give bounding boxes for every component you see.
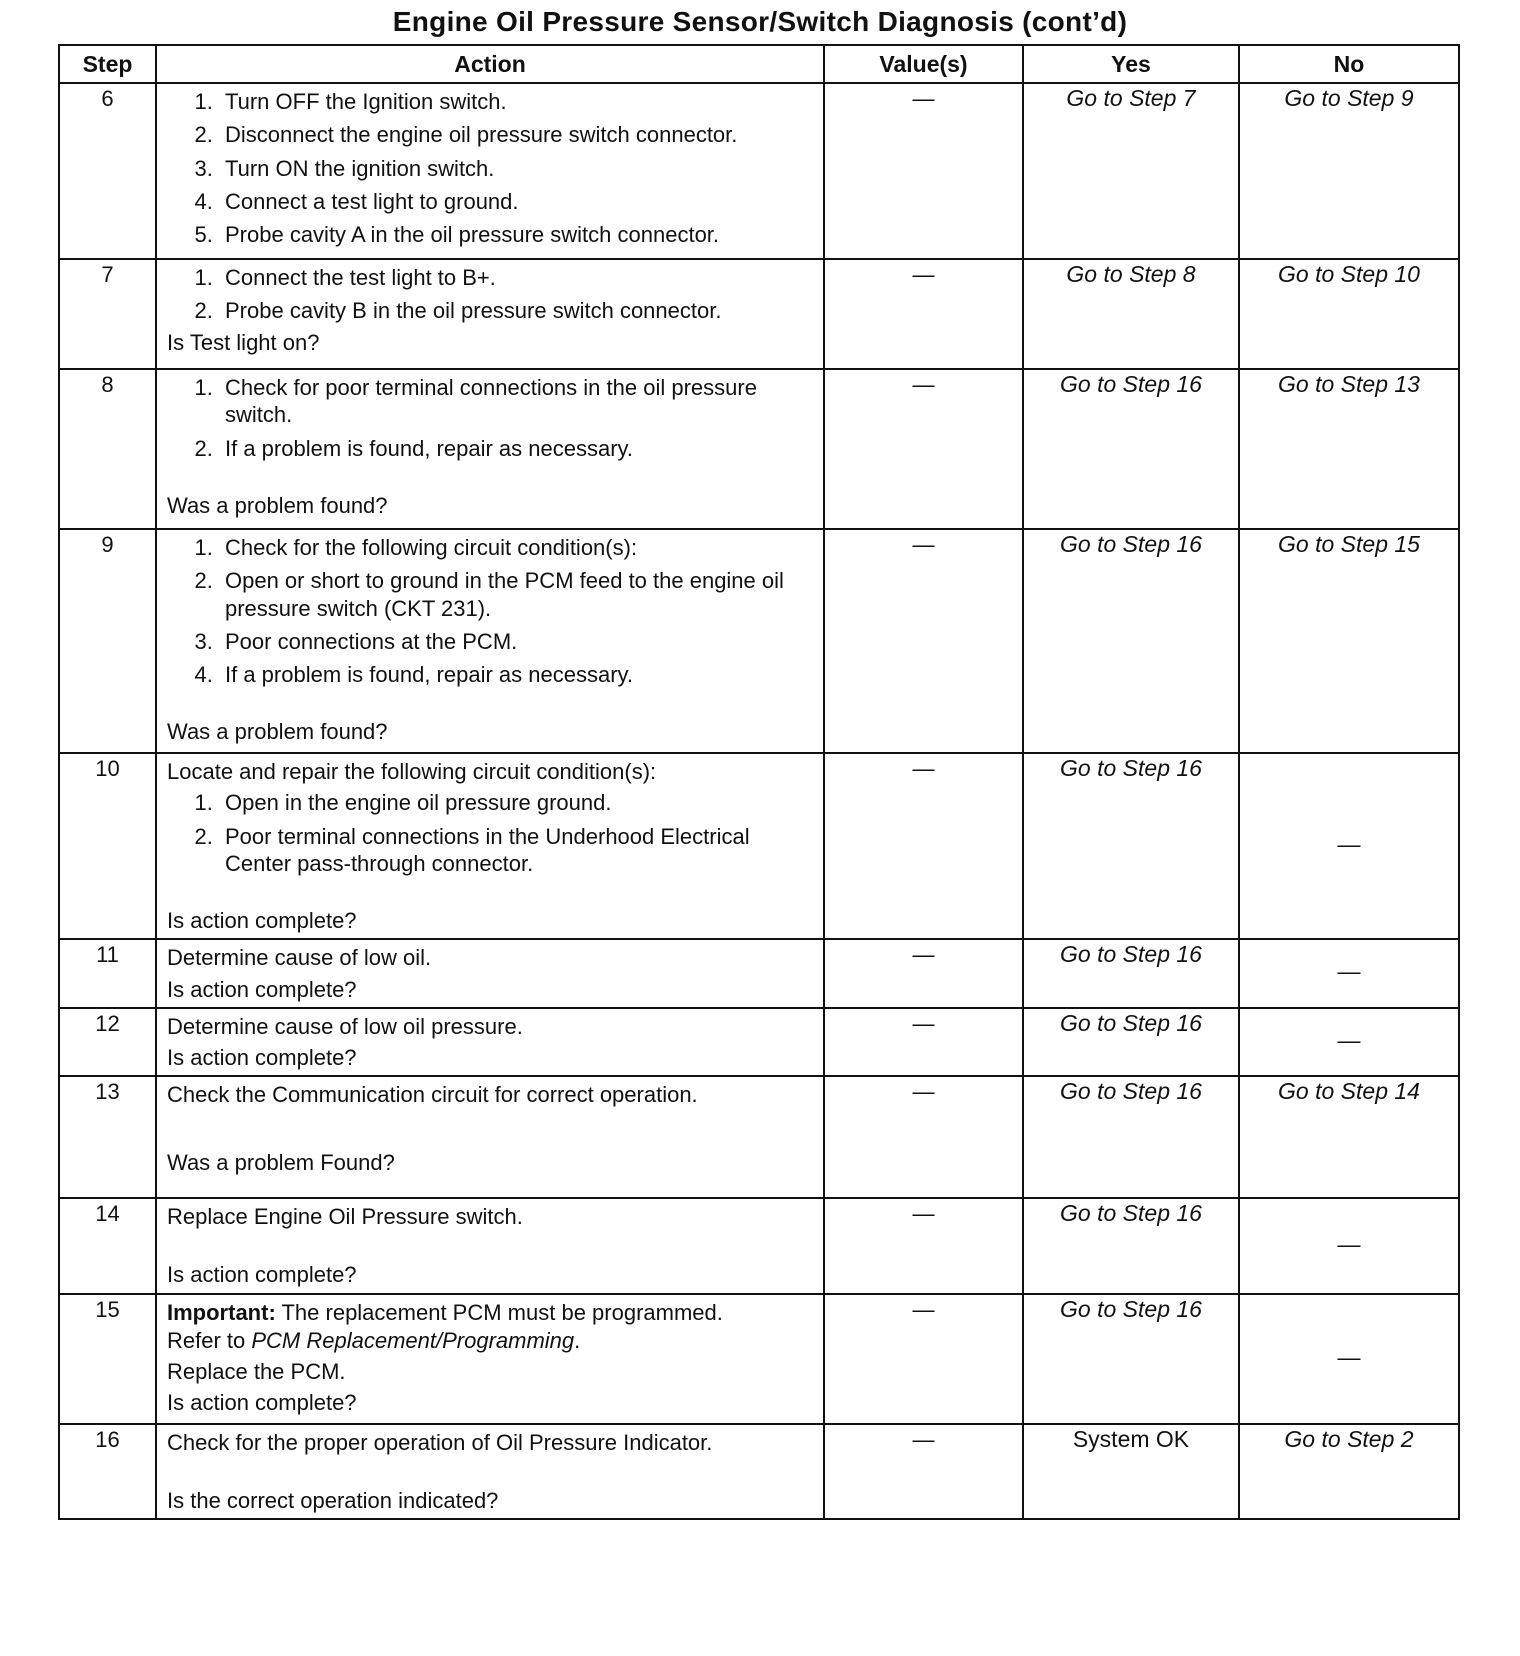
- action-step: 4. Connect a test light to ground.: [219, 188, 813, 215]
- no-result: —: [1239, 1008, 1459, 1077]
- step-number: 6: [59, 83, 156, 259]
- action-line: Determine cause of low oil pressure.: [167, 1013, 523, 1039]
- action-cell: [156, 1008, 824, 1077]
- step-number: 10: [59, 753, 156, 939]
- action-step: 2. Probe cavity B in the oil pressure switch connector.: [219, 297, 813, 324]
- refer-prefix: Refer to: [167, 1327, 252, 1353]
- important-label: Important:: [167, 1300, 276, 1326]
- value-cell: —: [824, 753, 1023, 939]
- action-cell: [156, 1198, 824, 1294]
- value-cell: —: [824, 1198, 1023, 1294]
- header-step: Step: [59, 45, 156, 83]
- table-row: [59, 259, 1459, 369]
- action-step: 4. If a problem is found, repair as necessary.: [219, 661, 813, 688]
- page-title: Engine Oil Pressure Sensor/Switch Diagnosis (cont’d): [392, 6, 1128, 37]
- no-result: Go to Step 9: [1239, 83, 1459, 259]
- no-result: —: [1239, 1294, 1459, 1424]
- header-no: No: [1239, 45, 1459, 83]
- value-cell: —: [824, 1076, 1023, 1198]
- action-question: Is action complete?: [167, 976, 357, 1002]
- action-intro: Locate and repair the following circuit condition(s):: [167, 759, 657, 784]
- step-number: 15: [59, 1294, 156, 1424]
- action-step: 1. Turn OFF the Ignition switch.: [219, 88, 813, 115]
- action-cell: [156, 259, 824, 369]
- action-question: Was a problem found?: [167, 719, 388, 745]
- action-step: 1. Check for poor terminal connections in the oil pressure switch.: [219, 374, 813, 429]
- header-values: Value(s): [824, 45, 1023, 83]
- table-row: [59, 1008, 1459, 1077]
- yes-result: Go to Step 16: [1023, 1294, 1239, 1424]
- yes-result: Go to Step 16: [1023, 1198, 1239, 1294]
- table-row: [59, 369, 1459, 529]
- action-question: Was a problem Found?: [167, 1149, 395, 1175]
- action-cell: [156, 1424, 824, 1519]
- yes-result: Go to Step 7: [1023, 83, 1239, 259]
- action-step: 2. Open or short to ground in the PCM feed to the engine oil pressure switch (CKT 231).: [219, 567, 813, 622]
- action-question: Is action complete?: [167, 908, 357, 934]
- no-result: Go to Step 13: [1239, 369, 1459, 529]
- action-cell: [156, 1294, 824, 1424]
- no-result: —: [1239, 753, 1459, 939]
- no-result: Go to Step 2: [1239, 1424, 1459, 1519]
- header-action: Action: [156, 45, 824, 83]
- action-question: Is the correct operation indicated?: [167, 1487, 499, 1513]
- action-step: 1. Connect the test light to B+.: [219, 264, 813, 291]
- action-line: Replace the PCM.: [167, 1358, 346, 1384]
- table-row: [59, 939, 1459, 1008]
- step-number: 14: [59, 1198, 156, 1294]
- action-step: 3. Turn ON the ignition switch.: [219, 155, 813, 182]
- table-row: [59, 83, 1459, 259]
- no-result: Go to Step 14: [1239, 1076, 1459, 1198]
- step-number: 7: [59, 259, 156, 369]
- action-step: 2. If a problem is found, repair as necessary.: [219, 435, 813, 462]
- action-cell: [156, 529, 824, 753]
- step-number: 11: [59, 939, 156, 1008]
- action-steps: [167, 88, 813, 248]
- yes-result: System OK: [1023, 1424, 1239, 1519]
- table-row: [59, 1294, 1459, 1424]
- table-row: [59, 529, 1459, 753]
- no-result: —: [1239, 939, 1459, 1008]
- no-result: Go to Step 10: [1239, 259, 1459, 369]
- diagnosis-table: [58, 44, 1460, 1520]
- yes-result: Go to Step 16: [1023, 939, 1239, 1008]
- action-cell: [156, 939, 824, 1008]
- table-row: [59, 753, 1459, 939]
- yes-result: Go to Step 16: [1023, 1076, 1239, 1198]
- action-step: 1. Open in the engine oil pressure ground.: [219, 789, 813, 816]
- step-number: 16: [59, 1424, 156, 1519]
- action-question: Is action complete?: [167, 1390, 357, 1416]
- step-number: 12: [59, 1008, 156, 1077]
- step-number: 8: [59, 369, 156, 529]
- action-step: 3. Poor connections at the PCM.: [219, 628, 813, 655]
- action-line: Check the Communication circuit for correct operation.: [167, 1082, 698, 1108]
- step-number: 13: [59, 1076, 156, 1198]
- important-text: The replacement PCM must be programmed.: [275, 1300, 723, 1326]
- action-cell: [156, 753, 824, 939]
- value-cell: —: [824, 259, 1023, 369]
- refer-link[interactable]: PCM Replacement/Programming: [251, 1327, 575, 1353]
- action-question: Is action complete?: [167, 1261, 357, 1287]
- value-cell: —: [824, 529, 1023, 753]
- action-cell: [156, 1076, 824, 1198]
- action-cell: [156, 83, 824, 259]
- no-result: Go to Step 15: [1239, 529, 1459, 753]
- refer-suffix: .: [574, 1327, 581, 1353]
- yes-result: Go to Step 16: [1023, 529, 1239, 753]
- value-cell: —: [824, 939, 1023, 1008]
- action-question: Is action complete?: [167, 1045, 357, 1071]
- action-steps: [167, 789, 813, 877]
- value-cell: —: [824, 369, 1023, 529]
- action-question: Is Test light on?: [167, 329, 320, 355]
- action-step: 5. Probe cavity A in the oil pressure switch connector.: [219, 221, 813, 248]
- value-cell: —: [824, 1008, 1023, 1077]
- important-note: [167, 1299, 813, 1354]
- table-row: [59, 1076, 1459, 1198]
- no-result: —: [1239, 1198, 1459, 1294]
- yes-result: Go to Step 16: [1023, 753, 1239, 939]
- action-line: Replace Engine Oil Pressure switch.: [167, 1204, 523, 1230]
- value-cell: —: [824, 83, 1023, 259]
- yes-result: Go to Step 16: [1023, 1008, 1239, 1077]
- table-row: [59, 1424, 1459, 1519]
- action-line: Check for the proper operation of Oil Pressure Indicator.: [167, 1430, 713, 1456]
- header-row: [59, 45, 1459, 83]
- value-cell: —: [824, 1424, 1023, 1519]
- action-step: 1. Check for the following circuit condition(s):: [219, 534, 813, 561]
- action-question: Was a problem found?: [167, 492, 388, 518]
- yes-result: Go to Step 8: [1023, 259, 1239, 369]
- action-steps: [167, 374, 813, 462]
- action-steps: [167, 534, 813, 688]
- yes-result: Go to Step 16: [1023, 369, 1239, 529]
- action-cell: [156, 369, 824, 529]
- action-line: Determine cause of low oil.: [167, 945, 432, 971]
- value-cell: —: [824, 1294, 1023, 1424]
- action-step: 2. Disconnect the engine oil pressure switch connector.: [219, 121, 813, 148]
- step-number: 9: [59, 529, 156, 753]
- action-steps: [167, 264, 813, 325]
- table-row: [59, 1198, 1459, 1294]
- action-step: 2. Poor terminal connections in the Underhood Electrical Center pass-through connector.: [219, 823, 813, 878]
- header-yes: Yes: [1023, 45, 1239, 83]
